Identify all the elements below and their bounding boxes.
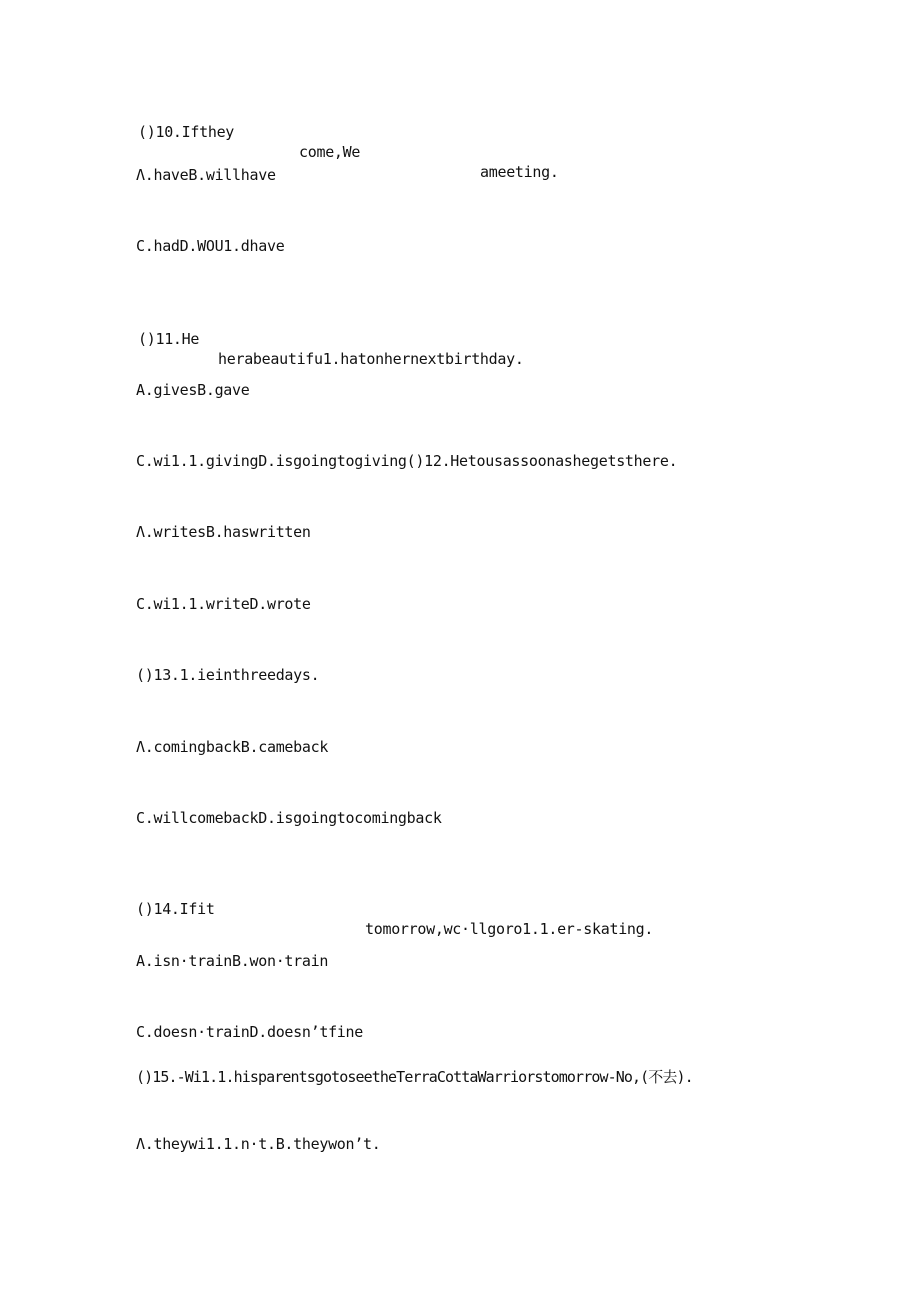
question-11-end: herabeautifu1.hatonhernextbirthday. — [218, 350, 524, 368]
question-10-stem: ()10.Ifthey — [138, 123, 235, 141]
question-10-end: ameeting. — [480, 163, 559, 181]
question-14 — [0, 879, 920, 938]
question-15-options-ab: Λ.theywi1.1.n·t.B.theywon’t. — [136, 1135, 381, 1153]
question-12-options-ab: Λ.writesB.haswritten — [136, 523, 311, 541]
question-11-stem: ()11.He — [138, 330, 200, 348]
question-10-options-ab: Λ.haveB.willhave — [136, 166, 276, 184]
question-14-end: tomorrow,wc·llgoro1.1.er-skating. — [365, 920, 654, 938]
question-13-options-cd: C.willcomebackD.isgoingtocomingback — [136, 809, 442, 827]
question-15: ()15.-Wi1.1.hisparentsgotoseetheTerraCottaWarriorstomorrow-No,(不去). — [136, 1068, 693, 1086]
question-10-middle: come,We — [299, 143, 361, 161]
question-11-options-ab: A.givesB.gave — [136, 381, 250, 399]
question-10-options-cd: C.hadD.WOU1.dhave — [136, 237, 285, 255]
question-12-options-cd: C.wi1.1.writeD.wrote — [136, 595, 311, 613]
question-14-stem: ()14.Ifit — [136, 900, 215, 918]
question-13-options-ab: Λ.comingbackB.cameback — [136, 738, 329, 756]
question-14-options-cd: C.doesn·trainD.doesn’tfine — [136, 1023, 364, 1041]
question-11-options-cd-question-12: C.wi1.1.givingD.isgoingtogiving()12.Hetousassoonashegetsthere. — [136, 452, 678, 470]
question-13: ()13.1.ieinthreedays. — [136, 666, 320, 684]
question-11 — [0, 309, 920, 368]
question-14-options-ab: A.isn·trainB.won·train — [136, 952, 329, 970]
